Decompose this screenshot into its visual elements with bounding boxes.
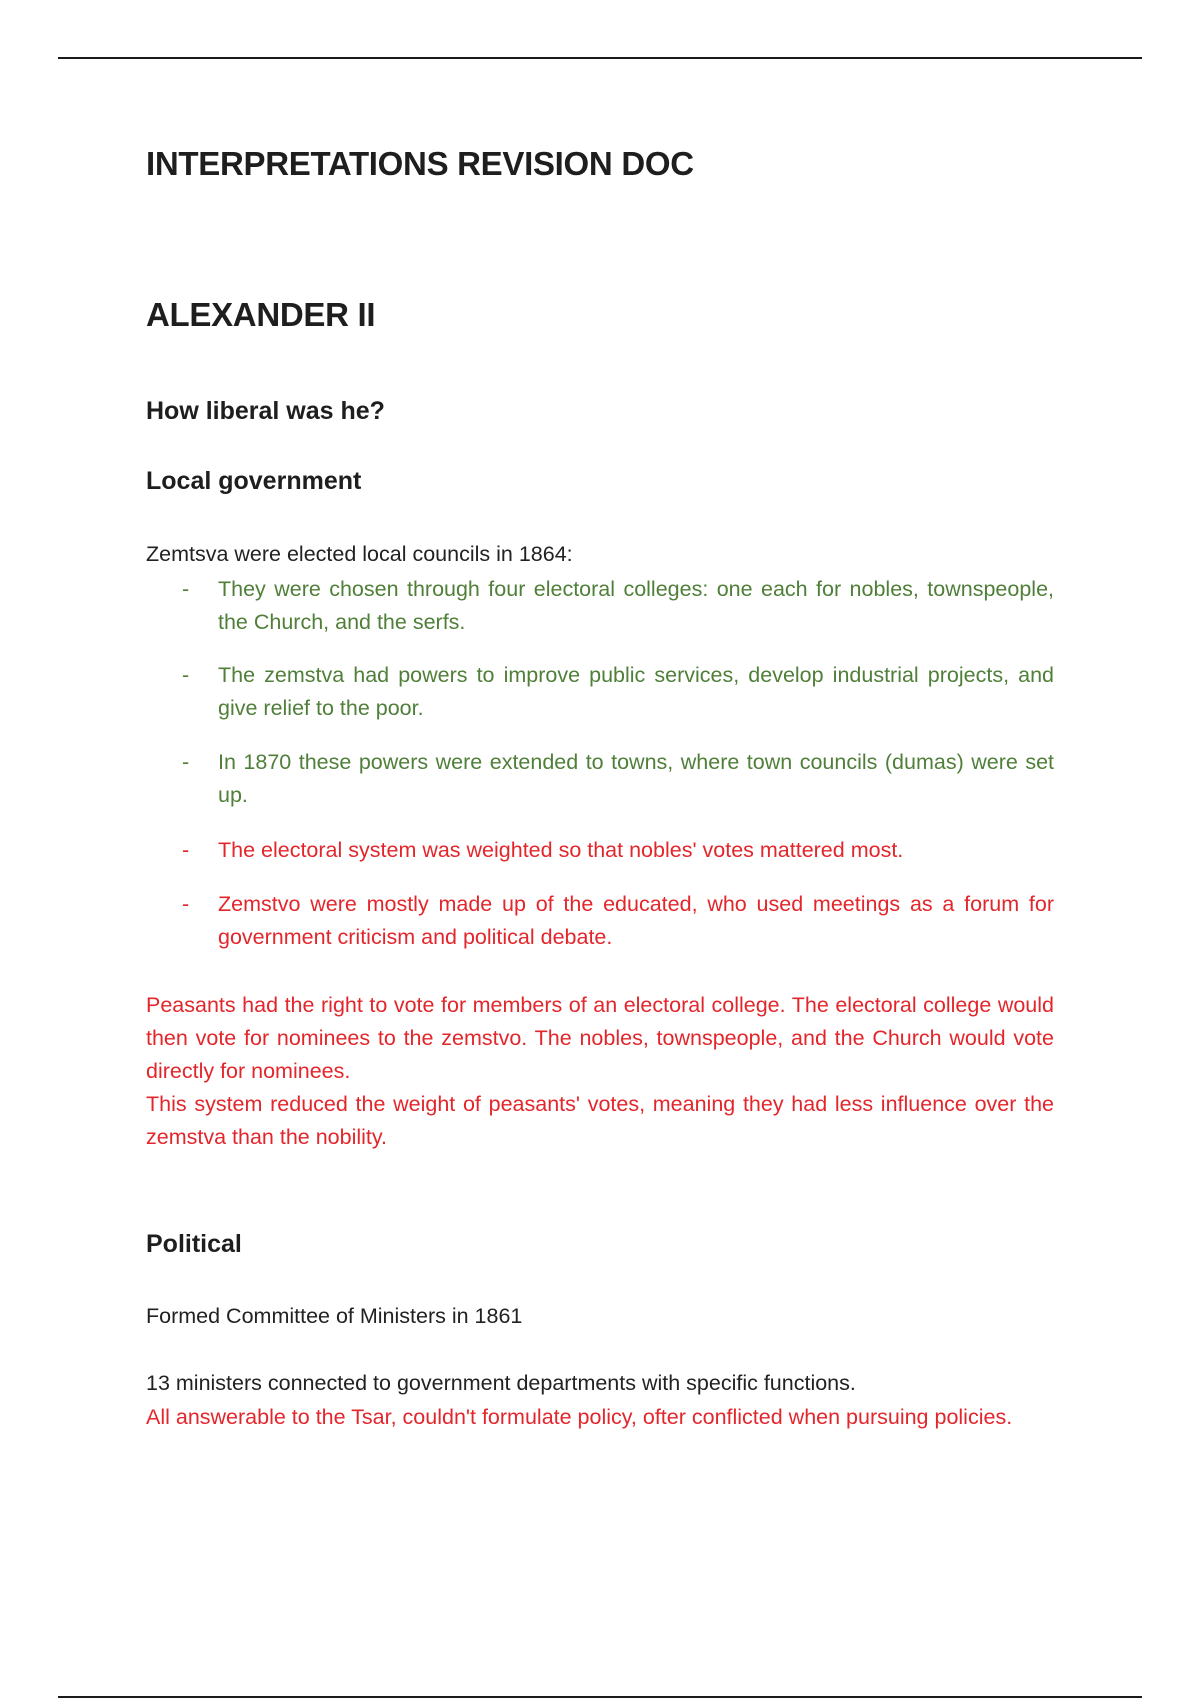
bullet-marker: - <box>182 577 190 601</box>
tsar-answerable-line: All answerable to the Tsar, couldn't formulate policy, ofter conflicted when pursuing policies. <box>146 1405 1013 1429</box>
electoral-college-paragraph: Peasants had the right to vote for members of an electoral college. The electoral college would then vote for nominees to the zemstvo. The nobles, townspeople, and the Church would vote directly for nominees. <box>146 993 1054 1083</box>
section-heading-alexander-ii: ALEXANDER II <box>146 296 376 333</box>
bullet-marker: - <box>182 838 190 862</box>
bullet-marker: - <box>182 892 190 916</box>
bullet-text: The electoral system was weighted so that nobles' votes mattered most. <box>218 838 904 862</box>
bullet-text: Zemstvo were mostly made up of the educated, who used meetings as a forum for government criticism and political debate. <box>218 892 1054 949</box>
bullet-text: In 1870 these powers were extended to towns, where town councils (dumas) were set up. <box>218 750 1054 807</box>
local-government-heading: Local government <box>146 467 362 495</box>
document-title: INTERPRETATIONS REVISION DOC <box>146 145 694 182</box>
peasant-votes-paragraph: This system reduced the weight of peasants' votes, meaning they had less influence over the zemstva than the nobility. <box>146 1092 1054 1149</box>
bullet-marker: - <box>182 750 190 774</box>
bottom-rule <box>58 1696 1142 1698</box>
ministers-line: 13 ministers connected to government departments with specific functions. <box>146 1371 856 1395</box>
bullet-text: They were chosen through four electoral colleges: one each for nobles, townspeople, the Church, and the serfs. <box>218 577 1054 634</box>
political-heading: Political <box>146 1230 242 1258</box>
zemstva-intro: Zemtsva were elected local councils in 1864: <box>146 542 573 566</box>
bullet-text: The zemstva had powers to improve public services, develop industrial projects, and give relief to the poor. <box>218 663 1054 720</box>
bullet-marker: - <box>182 663 190 687</box>
top-rule <box>58 57 1142 59</box>
committee-of-ministers-line: Formed Committee of Ministers in 1861 <box>146 1304 523 1328</box>
question-heading: How liberal was he? <box>146 397 385 425</box>
